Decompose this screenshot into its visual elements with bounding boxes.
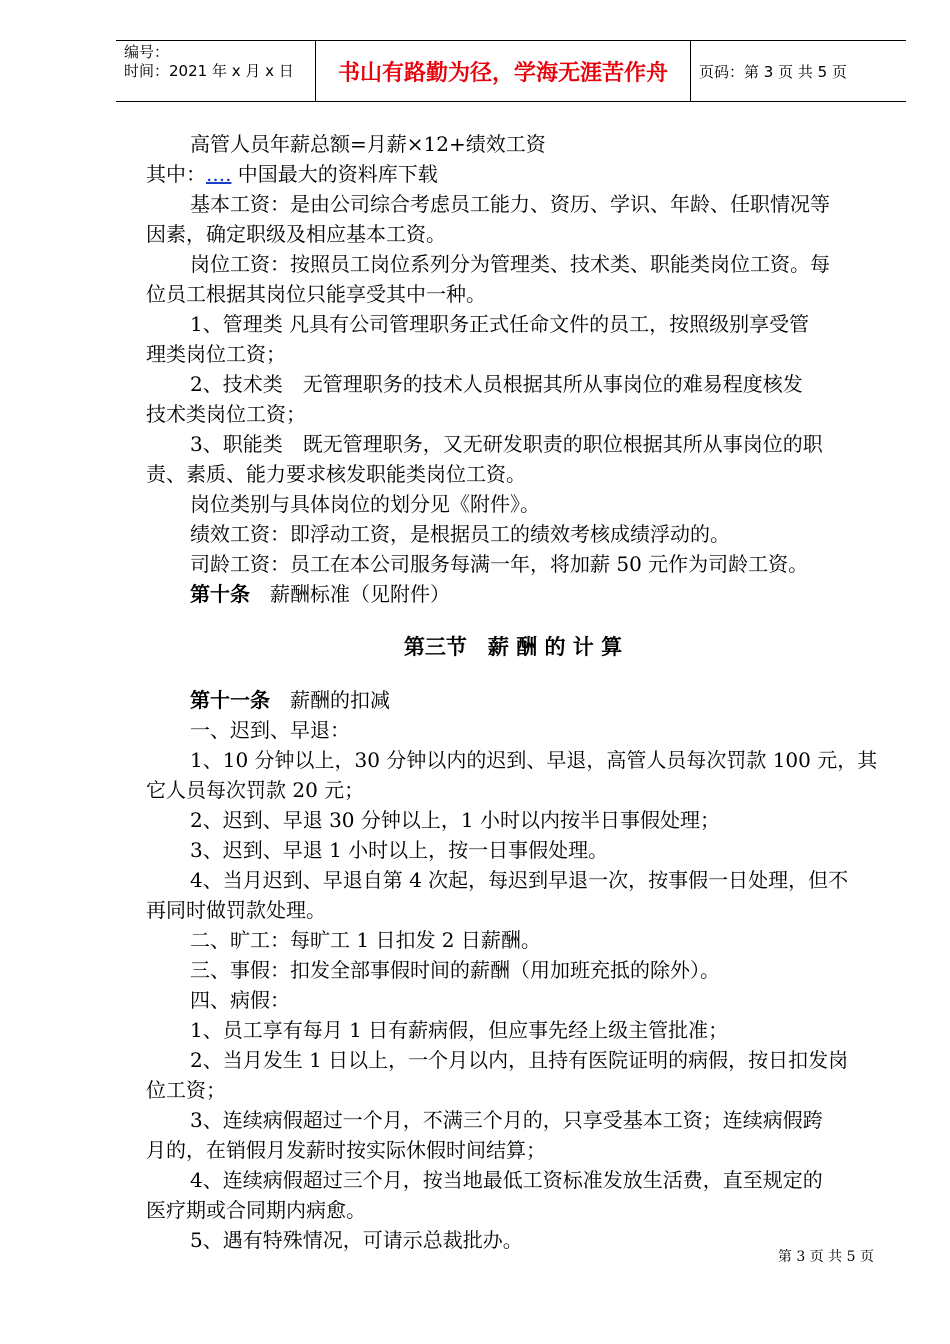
paragraph-line: 绩效工资：即浮动工资，是根据员工的绩效考核成绩浮动的。 (190, 522, 730, 546)
article-title: 薪酬的扣减 (270, 688, 390, 712)
paragraph-line: 因素，确定职级及相应基本工资。 (146, 222, 446, 246)
paragraph-line: 5、遇有特殊情况，可请示总裁批办。 (190, 1228, 523, 1252)
paragraph-line: 三、事假：扣发全部事假时间的薪酬（用加班充抵的除外）。 (190, 958, 720, 982)
text-span: 中国最大的资料库下载 (231, 162, 438, 186)
document-body (146, 129, 880, 1255)
paragraph-line (146, 159, 880, 189)
paragraph-line: 位员工根据其岗位只能享受其中一种。 (146, 282, 486, 306)
paragraph-line: 高管人员年薪总额=月薪×12+绩效工资 (190, 132, 546, 156)
paragraph-line: 理类岗位工资； (146, 342, 286, 366)
paragraph-line: 四、病假： (190, 988, 290, 1012)
article-number: 第十条 (190, 582, 250, 606)
header-motto: 书山有路勤为径，学海无涯苦作舟 (316, 41, 691, 101)
paragraph-line: 2、迟到、早退 30 分钟以上，1 小时以内按半日事假处理； (190, 808, 720, 832)
paragraph-line: 1、员工享有每月 1 日有薪病假，但应事先经上级主管批准； (190, 1018, 729, 1042)
download-link[interactable]: .... (206, 162, 232, 186)
section-title: 第三节 薪 酬 的 计 算 (403, 634, 623, 659)
paragraph-line: 位工资； (146, 1078, 226, 1102)
page-footer: 第 3 页 共 5 页 (777, 1249, 874, 1265)
header-meta (116, 41, 316, 101)
paragraph-line: 岗位类别与具体岗位的划分见《附件》。 (190, 492, 540, 516)
paragraph-line: 1、管理类 凡具有公司管理职务正式任命文件的员工，按照级别享受管 (190, 312, 810, 336)
paragraph-line: 再同时做罚款处理。 (146, 898, 326, 922)
article-heading (146, 685, 880, 715)
paragraph-line: 岗位工资：按照员工岗位系列分为管理类、技术类、职能类岗位工资。每 (190, 252, 830, 276)
paragraph-line: 责、素质、能力要求核发职能类岗位工资。 (146, 462, 526, 486)
paragraph-line: 医疗期或合同期内病愈。 (146, 1198, 366, 1222)
doc-number: 编号： (124, 43, 170, 61)
paragraph-line: 一、迟到、早退： (190, 718, 350, 742)
paragraph-line: 月的，在销假月发薪时按实际休假时间结算； (146, 1138, 546, 1162)
doc-time: 时间：2021 年 x 月 x 日 (124, 62, 294, 80)
paragraph-line: 1、10 分钟以上，30 分钟以内的迟到、早退，高管人员每次罚款 100 元，其 (190, 748, 878, 772)
paragraph-line: 它人员每次罚款 20 元； (146, 778, 365, 802)
text-span: 其中： (146, 162, 206, 186)
page-header (116, 40, 906, 102)
article-number: 第十一条 (190, 688, 270, 712)
paragraph-line: 基本工资：是由公司综合考虑员工能力、资历、学识、年龄、任职情况等 (190, 192, 830, 216)
paragraph-line: 司龄工资：员工在本公司服务每满一年，将加薪 50 元作为司龄工资。 (190, 552, 809, 576)
paragraph-line: 3、连续病假超过一个月，不满三个月的，只享受基本工资；连续病假跨 (190, 1108, 823, 1132)
paragraph-line: 3、迟到、早退 1 小时以上，按一日事假处理。 (190, 838, 609, 862)
header-page-number: 页码：第 3 页 共 5 页 (699, 62, 847, 81)
paragraph-line: 技术类岗位工资； (146, 402, 306, 426)
article-heading (146, 579, 880, 609)
paragraph-line: 二、旷工：每旷工 1 日扣发 2 日薪酬。 (190, 928, 541, 952)
paragraph-line: 4、当月迟到、早退自第 4 次起，每迟到早退一次，按事假一日处理，但不 (190, 868, 849, 892)
paragraph-line: 4、连续病假超过三个月，按当地最低工资标准发放生活费，直至规定的 (190, 1168, 823, 1192)
paragraph-line: 2、当月发生 1 日以上，一个月以内，且持有医院证明的病假，按日扣发岗 (190, 1048, 849, 1072)
article-title: 薪酬标准（见附件） (250, 582, 450, 606)
paragraph-line: 3、职能类 既无管理职务，又无研发职责的职位根据其所从事岗位的职 (190, 432, 823, 456)
paragraph-line: 2、技术类 无管理职务的技术人员根据其所从事岗位的难易程度核发 (190, 372, 803, 396)
